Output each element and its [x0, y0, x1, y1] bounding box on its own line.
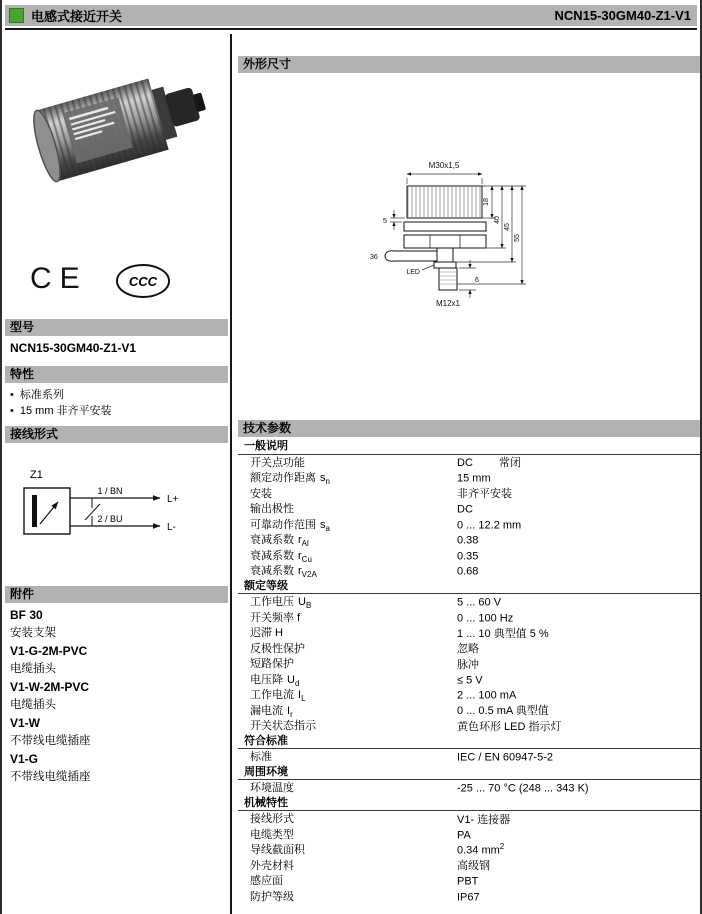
dimensions-heading: 外形尺寸	[238, 56, 700, 73]
tech-value-cell	[457, 454, 700, 470]
led-label: LED	[406, 269, 420, 276]
tech-label-symbol: r	[298, 565, 302, 578]
tech-value: 5 ... 60 V	[457, 597, 502, 610]
tech-label: 额定动作距离	[250, 472, 316, 485]
tech-row	[238, 749, 700, 765]
tech-label: 接线形式	[250, 813, 294, 826]
tech-row	[238, 532, 700, 548]
accessory-desc: 电缆插头	[10, 663, 56, 675]
tech-value: 0.38	[457, 535, 479, 548]
tech-label-symbol: I	[287, 704, 291, 717]
tech-label: 迟滞 H	[250, 627, 283, 640]
tech-value: 脉冲	[457, 658, 479, 671]
tech-section-title: 一般说明	[238, 439, 700, 455]
tech-row	[238, 718, 700, 734]
tech-value-cell	[457, 548, 700, 563]
tech-value-cell	[457, 470, 700, 485]
tech-label: 开关状态指示	[250, 720, 316, 733]
tech-label: 感应面	[250, 875, 283, 888]
tech-label-cell	[238, 888, 457, 905]
tech-value-cell	[457, 842, 700, 857]
accessory-desc: 不带线电缆插座	[10, 735, 91, 747]
tech-value-cell	[457, 563, 700, 578]
tech-row	[238, 672, 700, 688]
dim-thread-top-label: M30x1,5	[428, 161, 460, 170]
wrench-size-label: 36	[370, 254, 378, 261]
features-heading: 特性	[5, 366, 228, 383]
accessory-desc: 安装支架	[10, 627, 56, 639]
tech-value: 高级钢	[457, 860, 490, 873]
accessory-item	[10, 606, 225, 642]
tech-label-symbol: U	[287, 673, 295, 686]
tech-section-title: 符合标准	[238, 734, 700, 750]
tech-value-cell	[457, 610, 700, 625]
tech-label: 标准	[250, 751, 272, 764]
tech-row	[238, 501, 700, 517]
tech-row	[238, 780, 700, 796]
tech-label: 工作电流	[250, 689, 294, 702]
dimension-drawing	[342, 150, 552, 320]
tech-label: 输出极性	[250, 503, 294, 516]
tech-value: DC	[457, 457, 473, 470]
tech-row	[238, 610, 700, 626]
wire2-label: 2 / BU	[97, 514, 123, 524]
tech-row	[238, 455, 700, 471]
tech-label: 衰减系数	[250, 565, 294, 578]
tech-row	[238, 811, 700, 827]
tech-value-cell	[457, 501, 700, 516]
tech-label: 漏电流	[250, 704, 283, 717]
tech-value: 15 mm	[457, 473, 491, 486]
tech-label-symbol: U	[298, 596, 306, 609]
dim-40-label: 40	[494, 216, 501, 224]
tech-label-symbol: s	[320, 518, 326, 531]
dim-6-label: 6	[475, 277, 479, 284]
tech-label: 导线截面积	[250, 844, 305, 857]
accessory-desc: 不带线电缆插座	[10, 771, 91, 783]
tech-row	[238, 687, 700, 703]
tech-value2: 常闭	[498, 457, 521, 470]
tech-value: DC	[457, 504, 473, 517]
model-value: NCN15-30GM40-Z1-V1	[10, 341, 137, 355]
brand-logo-icon	[9, 8, 24, 23]
tech-label-cell	[238, 562, 457, 579]
tech-value-cell	[457, 889, 700, 904]
tech-label-cell	[238, 717, 457, 734]
tech-value-cell	[457, 827, 700, 842]
feature-item	[10, 388, 64, 403]
accessory-name: BF 30	[10, 608, 43, 622]
tech-label-cell	[238, 779, 457, 796]
tech-value-cell	[457, 485, 700, 501]
wiring-diagram	[10, 458, 220, 576]
accessory-item	[10, 750, 225, 786]
tech-label-cell	[238, 748, 457, 765]
sensor-symbol-box	[24, 488, 70, 534]
tech-value: ≤ 5 V	[457, 674, 483, 687]
tech-value-cell	[457, 625, 700, 641]
tech-label-sub: Cu	[301, 554, 312, 564]
header-rule	[5, 28, 697, 30]
tech-label-symbol: s	[320, 472, 326, 485]
tech-value: IP67	[457, 891, 480, 904]
tech-table	[238, 439, 700, 904]
tech-value-sup: 2	[499, 842, 505, 852]
tech-value: 0 ... 0.5 mA 典型值	[457, 705, 549, 718]
tech-value-cell	[457, 640, 700, 656]
wire1-label: 1 / BN	[97, 486, 123, 496]
tech-value: -25 ... 70 °C (248 ... 343 K)	[457, 783, 589, 796]
tech-value: 忽略	[457, 643, 479, 656]
tech-row	[238, 563, 700, 579]
dim-18-label: 18	[483, 198, 490, 206]
tech-row	[238, 517, 700, 533]
tech-label-symbol: I	[298, 689, 302, 702]
tech-value: 2 ... 100 mA	[457, 690, 517, 703]
tech-row	[238, 486, 700, 502]
tech-label: 工作电压	[250, 596, 294, 609]
accessories-list	[10, 606, 225, 786]
tech-row	[238, 470, 700, 486]
column-divider	[230, 34, 232, 914]
tech-value-cell	[457, 702, 700, 718]
accessories-heading: 附件	[5, 586, 228, 603]
tech-row	[238, 625, 700, 641]
tech-row	[238, 842, 700, 858]
tech-label-sub: V2A	[301, 570, 317, 580]
tech-value-cell	[457, 687, 700, 702]
tech-section-title: 额定等级	[238, 579, 700, 595]
tech-label-sub: Al	[301, 539, 309, 549]
page-title: 电感式接近开关	[31, 9, 123, 24]
tech-value: 非齐平安装	[457, 488, 512, 501]
tech-label: 反极性保护	[250, 642, 305, 655]
accessory-desc: 电缆插头	[10, 699, 56, 711]
tech-value: 0.35	[457, 550, 479, 563]
accessory-item	[10, 642, 225, 678]
feature-text: 标准系列	[19, 389, 64, 401]
tech-value-cell	[457, 656, 700, 672]
connection-heading: 接线形式	[5, 426, 228, 443]
tech-value-cell	[457, 517, 700, 532]
part-number: NCN15-30GM40-Z1-V1	[554, 8, 691, 23]
tech-label: 短路保护	[250, 658, 294, 671]
dim-thread-bottom-label: M12x1	[435, 299, 461, 308]
tech-label: 电缆类型	[250, 828, 294, 841]
tech-value: 0.34 mm	[457, 845, 500, 858]
feature-text: 15 mm 非齐平安装	[19, 405, 112, 417]
tech-value: 0 ... 12.2 mm	[457, 519, 522, 532]
dim-5-label: 5	[383, 218, 387, 225]
wiring-variant-label: Z1	[30, 469, 43, 481]
tech-label-sub: r	[290, 709, 293, 719]
tech-value: 0.68	[457, 566, 479, 579]
model-heading: 型号	[5, 319, 228, 336]
tech-row	[238, 889, 700, 905]
tech-value: IEC / EN 60947-5-2	[457, 752, 553, 765]
tech-value: PA	[457, 829, 471, 842]
tech-label-symbol: r	[298, 534, 302, 547]
accessory-item	[10, 678, 225, 714]
accessory-item	[10, 714, 225, 750]
tech-row	[238, 873, 700, 889]
tech-label-sub: L	[301, 694, 306, 704]
tech-label-sub: B	[305, 601, 312, 611]
wire1-target-label: L+	[167, 494, 179, 505]
ce-mark-icon: CE	[30, 262, 88, 295]
ccc-mark-label: CCC	[128, 274, 158, 289]
tech-value: V1- 连接器	[457, 813, 511, 826]
tech-label: 安装	[250, 487, 272, 500]
tech-section-title: 机械特性	[238, 796, 700, 812]
feature-item	[10, 404, 112, 419]
tech-row	[238, 858, 700, 874]
tech-value-cell	[457, 780, 700, 795]
accessory-name: V1-W-2M-PVC	[10, 680, 90, 694]
tech-label: 外壳材料	[250, 859, 294, 872]
tech-value: 0 ... 100 Hz	[457, 612, 514, 625]
tech-heading: 技术参数	[238, 420, 700, 437]
tech-value-cell	[457, 749, 700, 764]
tech-label: 环境温度	[250, 782, 294, 795]
tech-value-cell	[457, 532, 700, 547]
tech-label-sub: d	[294, 678, 300, 688]
tech-label: 可靠动作范围	[250, 518, 316, 531]
tech-label: 防护等级	[250, 890, 294, 903]
tech-label: 电压降	[250, 673, 283, 686]
tech-value-cell	[457, 873, 700, 888]
tech-section-title: 周围环境	[238, 765, 700, 781]
tech-label-symbol: r	[298, 549, 302, 562]
ccc-mark-icon	[114, 262, 172, 300]
accessory-name: V1-W	[10, 716, 40, 730]
page-header-left	[9, 6, 122, 25]
tech-row	[238, 703, 700, 719]
dim-45-label: 45	[504, 223, 511, 231]
product-photo	[18, 46, 208, 198]
wire2-target-label: L-	[167, 522, 176, 533]
tech-label-sub: n	[325, 477, 330, 487]
tech-row	[238, 656, 700, 672]
tech-value-cell	[457, 857, 700, 873]
wrench-icon	[385, 251, 437, 261]
tech-value: 1 ... 10 典型值 5 %	[457, 627, 549, 640]
accessory-name: V1-G-2M-PVC	[10, 644, 88, 658]
tech-row	[238, 548, 700, 564]
tech-row	[238, 641, 700, 657]
tech-row	[238, 827, 700, 843]
tech-label: 衰减系数	[250, 549, 294, 562]
accessory-name: V1-G	[10, 752, 39, 766]
tech-value-cell	[457, 672, 700, 687]
tech-label-sub: a	[325, 523, 330, 533]
tech-value-cell	[457, 594, 700, 609]
tech-label: 衰减系数	[250, 534, 294, 547]
page-header	[5, 5, 697, 26]
tech-label: 开关点功能	[250, 456, 305, 469]
tech-label: 开关频率 f	[250, 611, 301, 624]
tech-value-cell	[457, 811, 700, 827]
tech-row	[238, 594, 700, 610]
tech-value: PBT	[457, 876, 479, 889]
tech-value: 黄色环形 LED 指示灯	[457, 720, 562, 733]
dim-55-label: 55	[514, 234, 521, 242]
tech-value-cell	[457, 718, 700, 734]
